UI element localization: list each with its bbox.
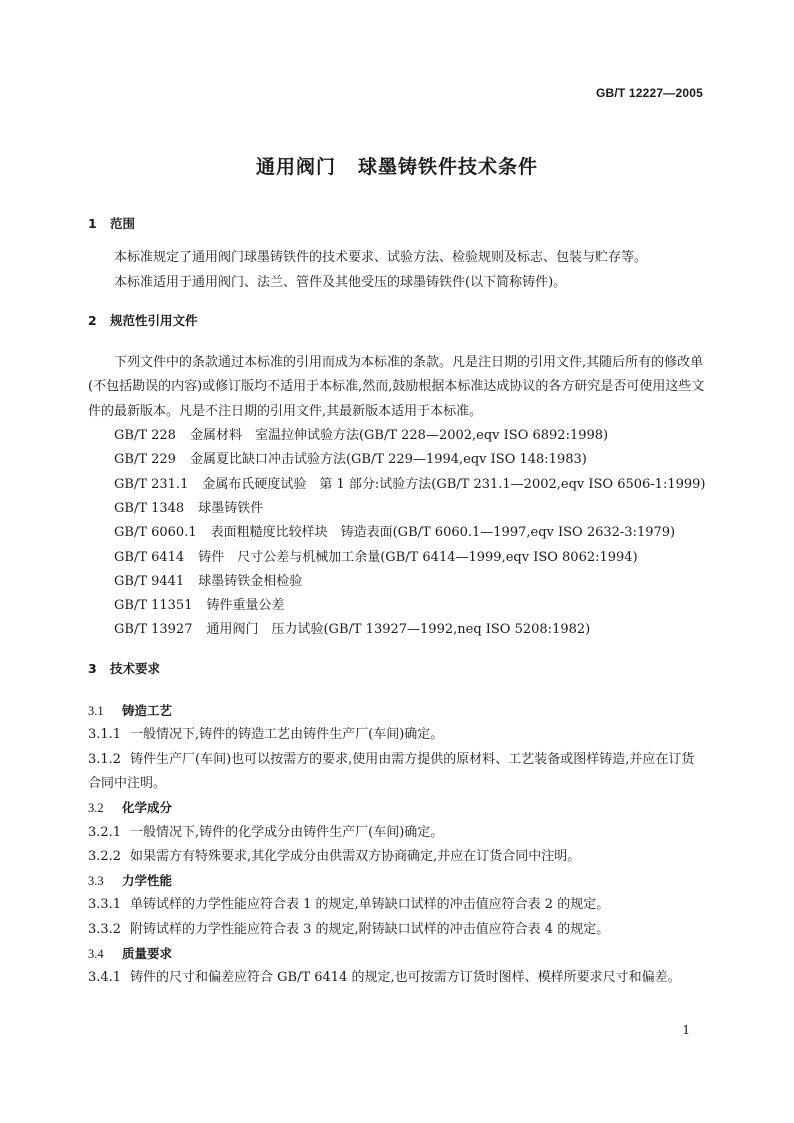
reference-code: GB/T 11351: [114, 598, 193, 614]
subsection-title: 铸造工艺: [122, 703, 173, 719]
clause-number: 3.1.2: [88, 751, 122, 767]
reference-code: GB/T 6414: [114, 549, 185, 565]
standard-number: GB/T 12227—2005: [595, 86, 703, 100]
clause-text: 如果需方有特殊要求,其化学成分由供需双方协商确定,并应在订货合同中注明。: [130, 848, 581, 864]
clause-text: 一般情况下,铸件的铸造工艺由铸件生产厂(车间)确定。: [130, 727, 444, 743]
clause: [88, 821, 706, 845]
subsection-3-3-heading: [88, 869, 706, 893]
reference-title: 金属夏比缺口冲击试验方法(GB/T 229—1994,eqv ISO 148:1983): [189, 452, 587, 468]
references-intro: 下列文件中的条款通过本标准的引用而成为本标准的条款。凡是注日期的引用文件,其随后所有的修改单(不包括勘误的内容)或修订版均不适用于本标准,然而,鼓励根据本标准达成协议的各方研究是否可使用这些文件的最新版本。凡是不注日期的引用文件,其最新版本适用于本标准。: [88, 355, 705, 419]
reference-title: 表面粗糙度比较样块 铸造表面(GB/T 6060.1—1997,eqv ISO 2632-3:1979): [210, 525, 676, 541]
clause-number: 3.2.2: [88, 848, 122, 864]
reference-title: 金属布氏硬度试验 第 1 部分:试验方法(GB/T 231.1—2002,eqv ISO 6506-1:1999): [202, 476, 706, 492]
title-part-2: 球墨铸铁件技术条件: [358, 156, 539, 178]
section-title: 技术要求: [110, 660, 161, 676]
clause-number: 3.1.1: [88, 727, 122, 743]
clause-text: 铸件生产厂(车间)也可以按需方的要求,使用由需方提供的原材料、工艺装备或图样铸造,并应在订货合同中注明。: [88, 751, 695, 791]
subsection-number: 3.2: [88, 801, 104, 816]
clause-number: 3.2.1: [88, 824, 122, 840]
clause-text: 铸件的尺寸和偏差应符合 GB/T 6414 的规定,也可按需方订货时图样、模样所要求尺寸和偏差。: [130, 970, 681, 986]
section-2-heading: [88, 309, 706, 333]
reference-title: 球墨铸铁件: [198, 500, 264, 516]
section-number: 3: [88, 660, 97, 676]
subsection-3-1-heading: [88, 699, 706, 723]
subsection-number: 3.1: [88, 704, 104, 719]
section-1-heading: [88, 212, 706, 236]
reference-item: [88, 448, 706, 472]
reference-title: 铸件 尺寸公差与机械加工余量(GB/T 6414—1999,eqv ISO 8062:1994): [198, 549, 638, 565]
reference-title: 通用阀门 压力试验(GB/T 13927—1992,neq ISO 5208:1982): [206, 622, 591, 638]
clause: [88, 918, 706, 942]
scope-paragraph-1: 本标准规定了通用阀门球墨铸铁件的技术要求、试验方法、检验规则及标志、包装与贮存等。: [114, 250, 648, 266]
section-number: 2: [88, 312, 97, 328]
reference-title: 铸件重量公差: [206, 598, 285, 614]
reference-title: 金属材料 室温拉伸试验方法(GB/T 228—2002,eqv ISO 6892:1998): [189, 428, 609, 444]
clause: [88, 748, 706, 797]
page-number: 1: [682, 1023, 690, 1037]
clause-text: 一般情况下,铸件的化学成分由铸件生产厂(车间)确定。: [130, 824, 444, 840]
document-title: [0, 152, 794, 179]
subsection-number: 3.4: [88, 947, 104, 962]
reference-code: GB/T 13927: [114, 622, 193, 638]
subsection-title: 化学成分: [122, 800, 173, 816]
scope-paragraph-2: 本标准适用于通用阀门、法兰、管件及其他受压的球墨铸铁件(以下简称铸件)。: [114, 274, 567, 290]
reference-code: GB/T 9441: [114, 573, 185, 589]
reference-item: [88, 521, 706, 545]
section-3-heading: [88, 657, 706, 681]
clause-text: 附铸试样的力学性能应符合表 3 的规定,附铸缺口试样的冲击值应符合表 4 的规定。: [130, 921, 610, 937]
reference-item: [88, 570, 706, 594]
clause-number: 3.4.1: [88, 970, 122, 986]
reference-code: GB/T 1348: [114, 500, 185, 516]
subsection-3-2-heading: [88, 796, 706, 820]
section-number: 1: [88, 216, 97, 231]
reference-item: [88, 594, 706, 618]
clause-number: 3.3.2: [88, 921, 122, 937]
subsection-title: 质量要求: [122, 946, 173, 962]
reference-title: 球墨铸铁金相检验: [198, 573, 303, 589]
subsection-title: 力学性能: [122, 873, 173, 889]
clause: [88, 723, 706, 747]
section-title: 规范性引用文件: [110, 312, 198, 328]
reference-item: [88, 618, 706, 642]
reference-item: [88, 497, 706, 521]
reference-item: [88, 424, 706, 448]
clause: [88, 893, 706, 917]
title-part-1: 通用阀门: [255, 156, 336, 178]
section-title: 范围: [110, 216, 136, 231]
reference-code: GB/T 231.1: [114, 476, 189, 492]
reference-code: GB/T 228: [114, 428, 176, 444]
reference-item: [88, 473, 706, 497]
clause: [88, 845, 706, 869]
subsection-number: 3.3: [88, 874, 104, 889]
reference-code: GB/T 6060.1: [114, 525, 197, 541]
clause: [88, 966, 706, 990]
document-body: [88, 212, 706, 991]
reference-item: [88, 546, 706, 570]
clause-number: 3.3.1: [88, 897, 122, 913]
subsection-3-4-heading: [88, 942, 706, 966]
reference-code: GB/T 229: [114, 452, 176, 468]
clause-text: 单铸试样的力学性能应符合表 1 的规定,单铸缺口试样的冲击值应符合表 2 的规定。: [130, 897, 610, 913]
